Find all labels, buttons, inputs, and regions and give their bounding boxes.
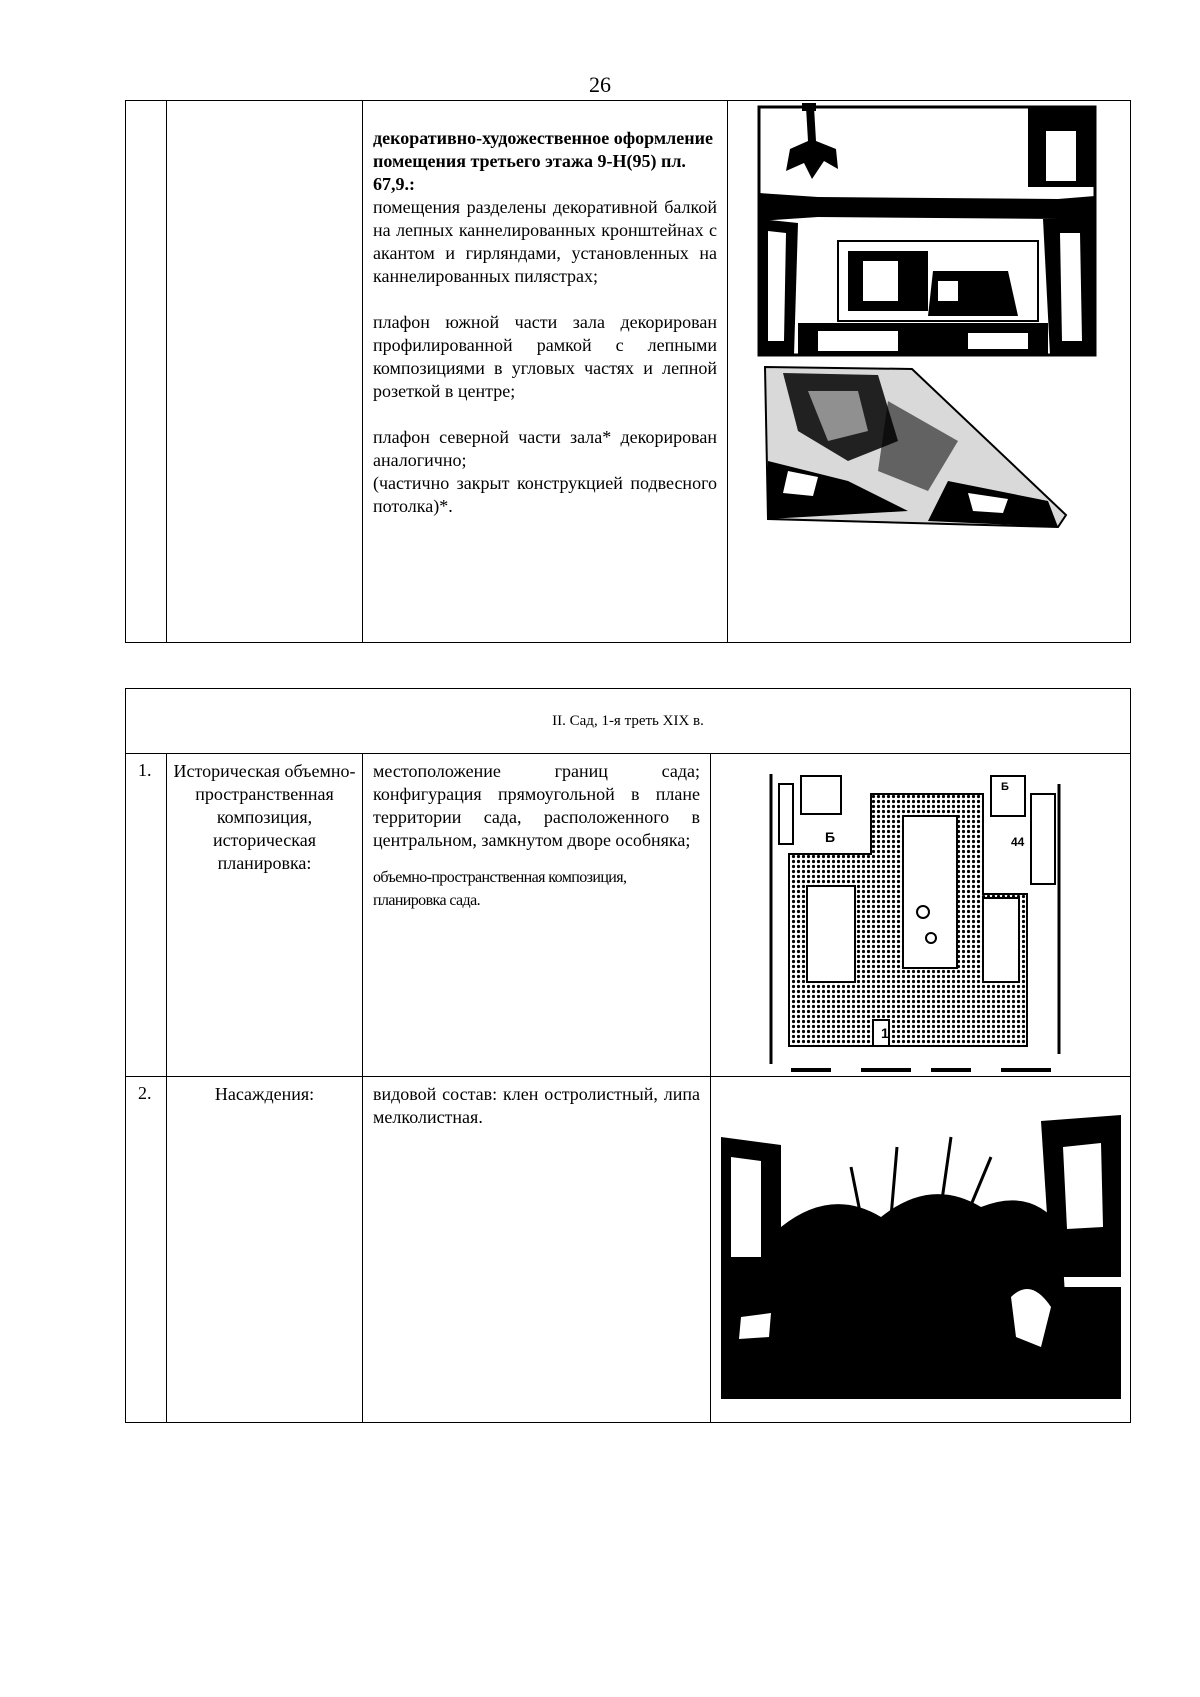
section-header-row (126, 689, 1131, 754)
description-paragraph: помещения разделены декоративной балкой на лепных каннелированных кронштейнах с акантом и гирляндами, установленных на каннелированных пилястрах; (373, 197, 717, 286)
table-row (126, 1077, 1131, 1423)
row-name: Насаждения: (167, 1077, 363, 1423)
plan-label: Б (825, 829, 836, 845)
page-number: 26 (589, 72, 611, 97)
plan-label: 1 (881, 1025, 889, 1041)
plan-cell (711, 754, 1131, 1077)
row-number: 2. (126, 1077, 167, 1423)
row-number-cell (126, 101, 167, 643)
description-paragraph: местоположение границ сада; конфигурация прямоугольной в плане территории сада, расположенного в центральном, замкнутом дворе особняка; (373, 761, 700, 850)
description-paragraph: плафон северной части зала* декорирован аналогично; (373, 427, 717, 470)
photo-cell (728, 101, 1131, 643)
garden-photo (711, 1077, 1131, 1422)
row-name-cell (167, 101, 363, 643)
row-description: видовой состав: клен остролистный, липа мелколистная. (363, 1077, 711, 1423)
interior-beam-photo (759, 103, 1095, 355)
description-heading: декоративно-художественное оформление помещения третьего этажа 9-Н(95) пл. 67,9.: (373, 128, 713, 194)
description-paragraph: плафон южной части зала декорирован профилированной рамкой с лепными композициями в угловых частях и лепной розеткой в центре; (373, 312, 717, 401)
description-paragraph: (частично закрыт конструкцией подвесного потолка)*. (373, 473, 717, 516)
ceiling-plafond-photo (765, 367, 1066, 527)
garden-plan-image (711, 754, 1131, 1076)
row-description (363, 754, 711, 1077)
description-paragraph: объемно-пространственная композиция, планировка сада. (373, 869, 627, 909)
section-title: II. Сад, 1-я треть XIX в. (126, 689, 1131, 754)
table-row (126, 754, 1131, 1077)
row-name: Историческая объемно-пространственная композиция, историческая планировка: (167, 754, 363, 1077)
plan-label: Б (1001, 781, 1009, 793)
object-table-continued (125, 100, 1131, 643)
row-number: 1. (126, 754, 167, 1077)
table-row (126, 101, 1131, 643)
interior-photos (728, 101, 1131, 642)
plan-label: 44 (1011, 835, 1025, 849)
description-cell (363, 101, 728, 643)
photo-cell (711, 1077, 1131, 1423)
garden-table (125, 688, 1131, 1423)
